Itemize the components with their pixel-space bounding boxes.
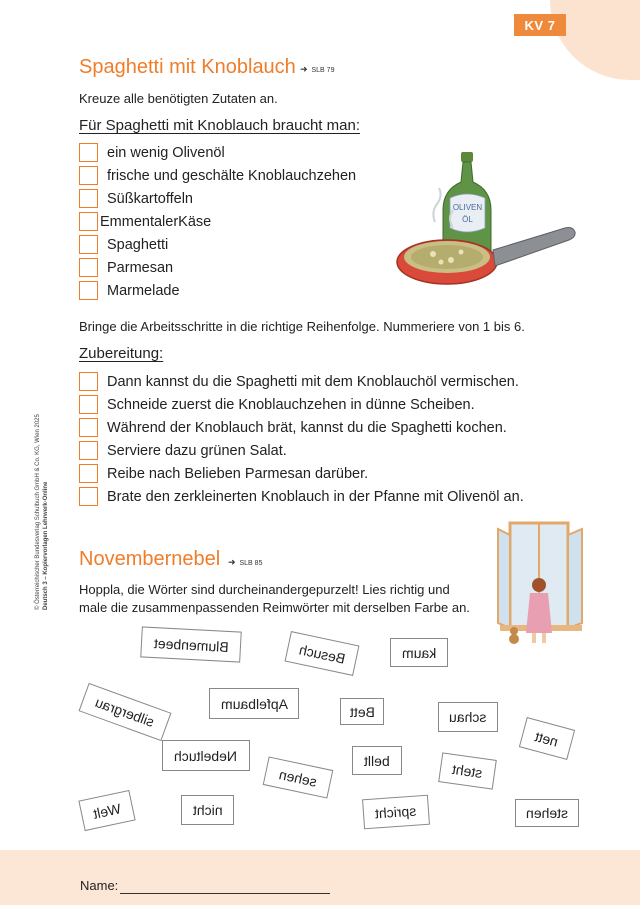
step-label: Dann kannst du die Spaghetti mit dem Knoblauchöl vermischen. [107, 373, 519, 390]
ingredients-heading: Für Spaghetti mit Knoblauch braucht man: [79, 117, 360, 134]
ingredient-label: frische und geschälte Knoblauchzehen [107, 167, 357, 184]
name-input-line[interactable] [120, 893, 330, 894]
step-label: Während der Knoblauch brät, kannst du die Spaghetti kochen. [107, 419, 507, 436]
step-label: Serviere dazu grünen Salat. [107, 442, 287, 459]
footer-band [0, 850, 640, 905]
ingredient-item [79, 258, 173, 277]
ingredient-label: Spaghetti [107, 236, 169, 253]
ingredient-item [79, 212, 211, 231]
word-card[interactable]: spricht [362, 795, 430, 830]
ingredient-item [79, 189, 193, 208]
section-title-novembernebel: Novembernebel [79, 548, 221, 570]
ingredient-checkbox[interactable] [79, 281, 98, 300]
step-number-box[interactable] [79, 372, 98, 391]
series-line: Deutsch 3 – Kopiervorlagen Lehrwerk-Online [43, 481, 49, 610]
step-number-box[interactable] [79, 464, 98, 483]
word-card[interactable]: bellt [352, 746, 402, 775]
ingredient-checkbox[interactable] [79, 258, 98, 277]
slb-reference: ➜ SLB 85 [228, 557, 263, 567]
girl-at-window-illustration [492, 515, 587, 650]
word-card[interactable]: Welt [78, 790, 135, 831]
step-label: Brate den zerkleinerten Knoblauch in der Pfanne mit Olivenöl an. [107, 488, 524, 505]
svg-text:ÖL: ÖL [462, 215, 473, 224]
arrow-right-icon: ➜ [228, 557, 236, 567]
step-label: Reibe nach Belieben Parmesan darüber. [107, 465, 369, 482]
step-item [79, 395, 475, 414]
word-card[interactable]: Besuch [285, 631, 360, 676]
word-card[interactable]: nett [519, 717, 575, 760]
word-card[interactable]: Nebeltuch [162, 740, 250, 771]
word-card[interactable]: kaum [390, 638, 448, 667]
preparation-heading: Zubereitung: [79, 345, 164, 362]
word-card[interactable]: Bett [340, 698, 384, 725]
ingredient-checkbox[interactable] [79, 143, 98, 162]
word-card[interactable]: schau [438, 702, 498, 732]
step-label: Schneide zuerst die Knoblauchzehen in dünne Scheiben. [107, 396, 475, 413]
ingredient-checkbox[interactable] [79, 189, 98, 208]
ingredient-checkbox[interactable] [79, 212, 98, 231]
instruction-rhymes-line2: male die zusammenpassenden Reimwörter mit derselben Farbe an. [79, 600, 470, 615]
ingredient-checkbox[interactable] [79, 235, 98, 254]
step-number-box[interactable] [79, 418, 98, 437]
copyright-note [34, 414, 50, 610]
slb-reference: ➜ SLB 79 [300, 64, 335, 74]
word-card[interactable]: sehen [263, 756, 334, 798]
word-card[interactable]: stehen [515, 799, 579, 827]
word-card[interactable]: steht [438, 752, 497, 789]
step-item [79, 372, 519, 391]
name-label: Name: [80, 878, 119, 893]
step-number-box[interactable] [79, 487, 98, 506]
instruction-rhymes-line1: Hoppla, die Wörter sind durcheinandergepurzelt! Lies richtig und [79, 582, 450, 597]
copyright-line: © Österreichischer Bundesverlag Schulbuch GmbH & Co. KG, Wien 2025 [35, 414, 41, 610]
ingredient-label: Marmelade [107, 282, 180, 299]
ingredient-item [79, 166, 356, 185]
step-number-box[interactable] [79, 441, 98, 460]
word-card[interactable]: Blumenbeet [140, 626, 241, 662]
section-title-spaghetti: Spaghetti mit Knoblauch [79, 56, 296, 78]
ingredient-item [79, 235, 168, 254]
word-card[interactable]: Apfelbaum [209, 688, 299, 719]
ingredient-item [79, 281, 180, 300]
instruction-steps: Bringe die Arbeitsschritte in die richtige Reihenfolge. Nummeriere von 1 bis 6. [79, 319, 525, 334]
bottle-label: OLIVEN [452, 203, 483, 212]
corner-decoration [550, 0, 640, 80]
arrow-right-icon: ➜ [300, 64, 308, 74]
ingredient-label: Süßkartoffeln [107, 190, 193, 207]
pan-and-oil-illustration [395, 150, 585, 300]
step-number-box[interactable] [79, 395, 98, 414]
word-card[interactable]: silbergrau [79, 683, 172, 741]
step-item [79, 464, 368, 483]
step-item [79, 487, 524, 506]
step-item [79, 418, 507, 437]
ingredient-checkbox[interactable] [79, 166, 98, 185]
step-item [79, 441, 287, 460]
ingredient-label: EmmentalerKäse [100, 213, 212, 230]
instruction-ingredients: Kreuze alle benötigten Zutaten an. [79, 91, 278, 106]
ingredient-item [79, 143, 225, 162]
ingredient-label: ein wenig Olivenöl [107, 144, 225, 161]
teddy-bear-icon [509, 627, 519, 644]
word-card[interactable]: nicht [181, 795, 234, 825]
ingredient-label: Parmesan [107, 259, 174, 276]
kv-badge: KV 7 [514, 14, 566, 36]
